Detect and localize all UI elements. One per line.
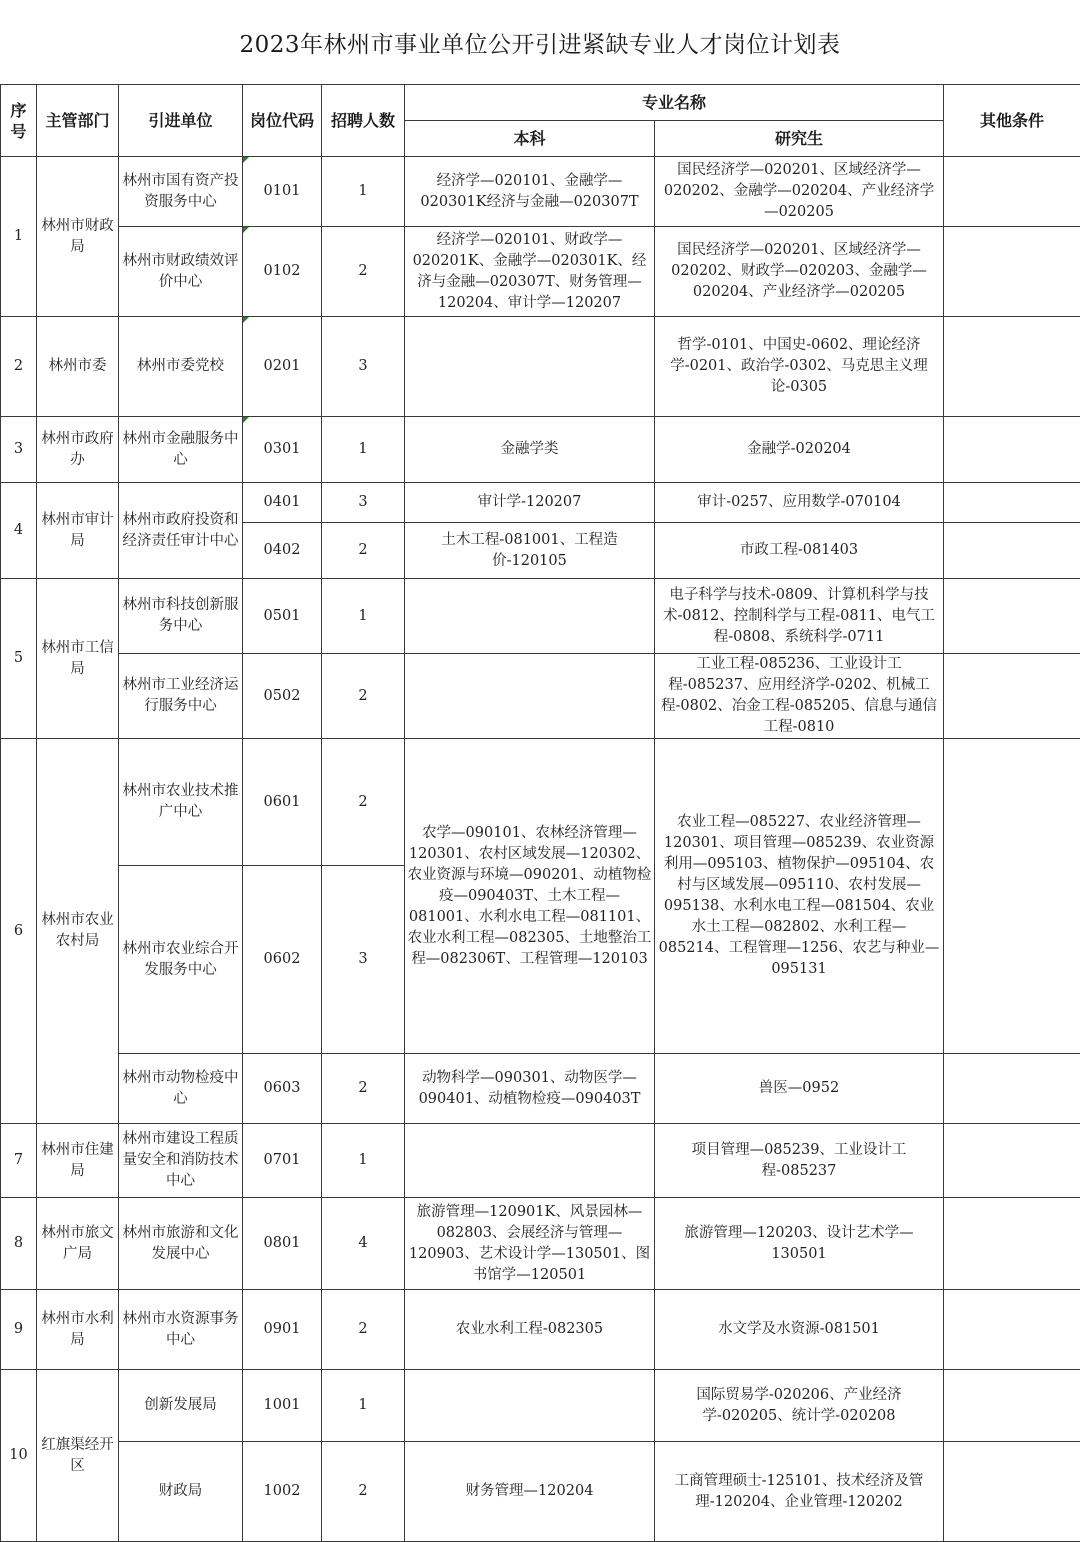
- page-title: 2023年林州市事业单位公开引进紧缺专业人才岗位计划表: [0, 0, 1080, 84]
- grad-cell: 国民经济学—020201、区域经济学—020202、财政学—020203、金融学—020204、产业经济学—020205: [655, 227, 944, 317]
- other-cell: [944, 1198, 1080, 1290]
- header-unit: 引进单位: [119, 85, 243, 157]
- unit-cell: 林州市农业综合开发服务中心: [119, 866, 243, 1054]
- dept-cell: 林州市政府办: [37, 417, 119, 483]
- unit-cell: 林州市委党校: [119, 317, 243, 417]
- code-cell: 0901: [243, 1290, 322, 1370]
- grad-cell: 市政工程-081403: [655, 523, 944, 579]
- other-cell: [944, 1370, 1080, 1442]
- undergrad-cell: 经济学—020101、金融学—020301K经济与金融—020307T: [405, 157, 655, 227]
- undergrad-cell: 农学—090101、农林经济管理—120301、农村区域发展—120302、农业资源与环境—090201、动植物检疫—090403T、土木工程—081001、水利水电工程—081101、农业水利工程—082305、土地整治工程—082306T、工程管理—120103: [405, 739, 655, 1054]
- other-cell: [944, 579, 1080, 654]
- dept-cell: 林州市工信局: [37, 579, 119, 739]
- seq-cell: 5: [1, 579, 37, 739]
- undergrad-cell: 旅游管理—120901K、风景园林—082803、会展经济与管理—120903、艺术设计学—130501、图书馆学—120501: [405, 1198, 655, 1290]
- other-cell: [944, 654, 1080, 739]
- undergrad-cell: 金融学类: [405, 417, 655, 483]
- count-cell: 3: [322, 866, 405, 1054]
- other-cell: [944, 483, 1080, 523]
- other-cell: [944, 227, 1080, 317]
- unit-cell: 林州市政府投资和经济责任审计中心: [119, 483, 243, 579]
- code-cell: 0701: [243, 1124, 322, 1198]
- seq-cell: 10: [1, 1370, 37, 1542]
- other-cell: [944, 157, 1080, 227]
- dept-cell: 林州市审计局: [37, 483, 119, 579]
- header-row: [1, 85, 1080, 121]
- code-cell: 0402: [243, 523, 322, 579]
- count-cell: 3: [322, 483, 405, 523]
- code-cell: 0502: [243, 654, 322, 739]
- undergrad-cell: [405, 579, 655, 654]
- undergrad-cell: [405, 654, 655, 739]
- unit-cell: 林州市工业经济运行服务中心: [119, 654, 243, 739]
- unit-cell: 林州市建设工程质量安全和消防技术中心: [119, 1124, 243, 1198]
- grad-cell: 旅游管理—120203、设计艺术学—130501: [655, 1198, 944, 1290]
- cell-comment-marker: [243, 157, 249, 163]
- table-row: [1, 317, 1080, 417]
- count-cell: 1: [322, 157, 405, 227]
- seq-cell: 3: [1, 417, 37, 483]
- code-cell: 0801: [243, 1198, 322, 1290]
- header-grad: 研究生: [655, 121, 944, 157]
- other-cell: [944, 523, 1080, 579]
- code-cell: 0601: [243, 739, 322, 866]
- undergrad-cell: 动物科学—090301、动物医学—090401、动植物检疫—090403T: [405, 1054, 655, 1124]
- undergrad-cell: 财务管理—120204: [405, 1442, 655, 1542]
- unit-cell: 林州市水资源事务中心: [119, 1290, 243, 1370]
- count-cell: 2: [322, 1442, 405, 1542]
- count-cell: 2: [322, 654, 405, 739]
- code-value: 0101: [264, 183, 301, 199]
- seq-cell: 8: [1, 1198, 37, 1290]
- unit-cell: 林州市科技创新服务中心: [119, 579, 243, 654]
- table-row: [1, 1054, 1080, 1124]
- other-cell: [944, 317, 1080, 417]
- header-code: 岗位代码: [243, 85, 322, 157]
- grad-cell: 国际贸易学-020206、产业经济学-020205、统计学-020208: [655, 1370, 944, 1442]
- unit-cell: 林州市旅游和文化发展中心: [119, 1198, 243, 1290]
- code-value: 0102: [264, 263, 301, 279]
- table-row: [1, 1370, 1080, 1442]
- header-other: 其他条件: [944, 85, 1080, 157]
- unit-cell: 林州市金融服务中心: [119, 417, 243, 483]
- code-cell: 0401: [243, 483, 322, 523]
- count-cell: 1: [322, 579, 405, 654]
- other-cell: [944, 417, 1080, 483]
- table-row: [1, 654, 1080, 739]
- dept-cell: 林州市委: [37, 317, 119, 417]
- dept-cell: 林州市住建局: [37, 1124, 119, 1198]
- unit-cell: 林州市国有资产投资服务中心: [119, 157, 243, 227]
- unit-cell: 林州市财政绩效评价中心: [119, 227, 243, 317]
- grad-cell: 审计-0257、应用数学-070104: [655, 483, 944, 523]
- other-cell: [944, 1290, 1080, 1370]
- seq-cell: 7: [1, 1124, 37, 1198]
- seq-cell: 9: [1, 1290, 37, 1370]
- header-major: 专业名称: [405, 85, 944, 121]
- dept-cell: 林州市财政局: [37, 157, 119, 317]
- count-cell: 2: [322, 523, 405, 579]
- grad-cell: 国民经济学—020201、区域经济学—020202、金融学—020204、产业经济学—020205: [655, 157, 944, 227]
- grad-cell: 兽医—0952: [655, 1054, 944, 1124]
- header-undergrad: 本科: [405, 121, 655, 157]
- code-cell: [243, 227, 322, 317]
- recruitment-table: [0, 84, 1080, 1542]
- cell-comment-marker: [243, 227, 249, 233]
- unit-cell: 林州市农业技术推广中心: [119, 739, 243, 866]
- count-cell: 2: [322, 739, 405, 866]
- code-value: 0201: [264, 358, 301, 374]
- count-cell: 2: [322, 227, 405, 317]
- grad-cell: 水文学及水资源-081501: [655, 1290, 944, 1370]
- table-row: [1, 739, 1080, 866]
- table-row: [1, 417, 1080, 483]
- other-cell: [944, 739, 1080, 1054]
- grad-cell: 电子科学与技术-0809、计算机科学与技术-0812、控制科学与工程-0811、电气工程-0808、系统科学-0711: [655, 579, 944, 654]
- table-row: [1, 1290, 1080, 1370]
- seq-cell: 1: [1, 157, 37, 317]
- seq-cell: 6: [1, 739, 37, 1124]
- grad-cell: 工业工程-085236、工业设计工程-085237、应用经济学-0202、机械工程-0802、冶金工程-085205、信息与通信工程-0810: [655, 654, 944, 739]
- undergrad-cell: 土木工程-081001、工程造价-120105: [405, 523, 655, 579]
- seq-cell: 4: [1, 483, 37, 579]
- table-row: [1, 1198, 1080, 1290]
- undergrad-cell: [405, 1370, 655, 1442]
- table-row: [1, 1124, 1080, 1198]
- table-row: [1, 227, 1080, 317]
- count-cell: 2: [322, 1054, 405, 1124]
- table-row: [1, 579, 1080, 654]
- code-cell: 1002: [243, 1442, 322, 1542]
- seq-cell: 2: [1, 317, 37, 417]
- table-row: [1, 1442, 1080, 1542]
- code-cell: 0603: [243, 1054, 322, 1124]
- undergrad-cell: 农业水利工程-082305: [405, 1290, 655, 1370]
- dept-cell: 红旗渠经开区: [37, 1370, 119, 1542]
- count-cell: 1: [322, 1370, 405, 1442]
- header-dept: 主管部门: [37, 85, 119, 157]
- code-cell: 1001: [243, 1370, 322, 1442]
- header-seq: 序号: [1, 85, 37, 157]
- other-cell: [944, 1124, 1080, 1198]
- code-cell: [243, 317, 322, 417]
- code-cell: [243, 157, 322, 227]
- dept-cell: 林州市旅文广局: [37, 1198, 119, 1290]
- table-row: [1, 157, 1080, 227]
- grad-cell: 哲学-0101、中国史-0602、理论经济学-0201、政治学-0302、马克思主义理论-0305: [655, 317, 944, 417]
- dept-cell: 林州市水利局: [37, 1290, 119, 1370]
- unit-cell: 财政局: [119, 1442, 243, 1542]
- other-cell: [944, 1054, 1080, 1124]
- unit-cell: 创新发展局: [119, 1370, 243, 1442]
- grad-cell: 项目管理—085239、工业设计工程-085237: [655, 1124, 944, 1198]
- undergrad-cell: 经济学—020101、财政学—020201K、金融学—020301K、经济与金融—020307T、财务管理—120204、审计学—120207: [405, 227, 655, 317]
- undergrad-cell: 审计学-120207: [405, 483, 655, 523]
- count-cell: 3: [322, 317, 405, 417]
- code-cell: [243, 417, 322, 483]
- cell-comment-marker: [243, 317, 249, 323]
- count-cell: 4: [322, 1198, 405, 1290]
- unit-cell: 林州市动物检疫中心: [119, 1054, 243, 1124]
- undergrad-cell: [405, 317, 655, 417]
- dept-cell: 林州市农业农村局: [37, 739, 119, 1124]
- undergrad-cell: [405, 1124, 655, 1198]
- grad-cell: 金融学-020204: [655, 417, 944, 483]
- code-cell: 0501: [243, 579, 322, 654]
- grad-cell: 农业工程—085227、农业经济管理—120301、项目管理—085239、农业资源利用—095103、植物保护—095104、农村与区域发展—095110、农村发展—095138、水利水电工程—081504、农业水土工程—082802、水利工程—085214、工程管理—1256、农艺与种业—095131: [655, 739, 944, 1054]
- count-cell: 2: [322, 1290, 405, 1370]
- grad-cell: 工商管理硕士-125101、技术经济及管理-120204、企业管理-120202: [655, 1442, 944, 1542]
- code-cell: 0602: [243, 866, 322, 1054]
- count-cell: 1: [322, 1124, 405, 1198]
- count-cell: 1: [322, 417, 405, 483]
- code-value: 0301: [264, 441, 301, 457]
- other-cell: [944, 1442, 1080, 1542]
- header-count: 招聘人数: [322, 85, 405, 157]
- table-row: [1, 483, 1080, 523]
- cell-comment-marker: [243, 417, 249, 423]
